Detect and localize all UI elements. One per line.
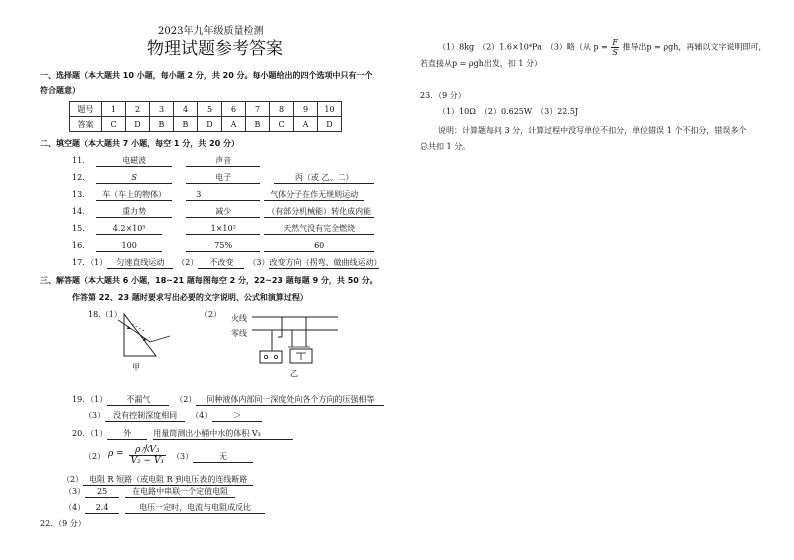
question-number: 16． bbox=[72, 241, 91, 250]
part-label: （3） bbox=[84, 411, 106, 420]
answer-blank: 在电路中串联一个定值电阻 bbox=[125, 486, 235, 498]
table-cell: C bbox=[270, 117, 294, 132]
answer-blank: （有部分机械能）转化成内能 bbox=[264, 206, 374, 218]
table-cell: 6 bbox=[222, 102, 246, 117]
neutral-wire-label: 零线 bbox=[231, 329, 247, 338]
q14-line bbox=[72, 206, 374, 218]
answer-blank: 车（车上的物体） bbox=[96, 189, 172, 201]
q18-number: 18.（1） bbox=[88, 310, 122, 319]
answer-blank: 75% bbox=[186, 240, 260, 252]
table-cell: A bbox=[294, 117, 318, 132]
answer-blank: 没有控制深度相同 bbox=[105, 410, 185, 422]
formula-lhs: ρ = bbox=[108, 449, 124, 459]
q13-line bbox=[72, 189, 364, 201]
q22-number: 22．（9 分） bbox=[40, 519, 86, 528]
table-cell: B bbox=[150, 117, 174, 132]
answer-blank: 天然气没有完全燃烧 bbox=[264, 223, 374, 235]
table-cell: 9 bbox=[294, 102, 318, 117]
q23-note-cont: 总共扣 1 分。 bbox=[420, 142, 471, 151]
answer-blank: 气体分子在作无规则运动 bbox=[264, 189, 364, 201]
formula-denominator: V₂ − V₁ bbox=[130, 456, 165, 466]
table-row bbox=[70, 102, 342, 117]
table-cell: 3 bbox=[150, 102, 174, 117]
table-cell: 2 bbox=[126, 102, 150, 117]
q16-line bbox=[72, 240, 374, 252]
question-number: 20．（1） bbox=[72, 429, 108, 438]
table-cell: D bbox=[198, 117, 222, 132]
answer-blank: 用量筒测出小桶中水的体积 V₃ bbox=[153, 428, 293, 440]
household-circuit-diagram bbox=[252, 315, 362, 367]
answer-blank: 丙（或 乙、二） bbox=[274, 172, 374, 184]
answer-blank: S bbox=[96, 172, 172, 184]
table-cell: A bbox=[222, 117, 246, 132]
answer-blank: 4.2×10⁵ bbox=[96, 223, 162, 235]
answer-blank: 25 bbox=[85, 486, 119, 498]
q19-line2 bbox=[84, 410, 262, 422]
q11-line bbox=[72, 155, 260, 167]
table-cell: C bbox=[102, 117, 126, 132]
q12-line bbox=[72, 172, 374, 184]
table-cell: 题号 bbox=[70, 102, 102, 117]
q23-number: 23．（9 分） bbox=[420, 91, 466, 100]
part-label: （3） bbox=[172, 452, 194, 461]
section3-heading-cont: 作答第 22、23 题时要求写出必要的文字说明、公式和演算过程） bbox=[72, 293, 308, 302]
answer-blank: 外 bbox=[107, 428, 147, 440]
answer-blank: 60 bbox=[264, 240, 374, 252]
table-cell: D bbox=[126, 117, 150, 132]
part-label: （4） bbox=[191, 411, 213, 420]
live-wire-label: 火线 bbox=[231, 314, 247, 323]
q17-line bbox=[72, 257, 382, 269]
q22-answer-text-cont: 推导出p = ρgh，再辅以文字说明即可， bbox=[619, 42, 767, 52]
part-label: （3） bbox=[248, 258, 270, 267]
year-title: 2023年九年级质量检测 bbox=[158, 26, 264, 37]
answer-blank: 电阻 R 短路（或电阻 R 到电压表的连线断路 bbox=[83, 474, 253, 486]
q22-answers-line2: 若直接从p = ρgh出发，扣 1 分） bbox=[420, 59, 543, 68]
density-formula bbox=[108, 442, 166, 466]
answer-blank: 不漏气 bbox=[107, 394, 169, 406]
answer-blank: 2.4 bbox=[85, 502, 119, 514]
question-number: 13． bbox=[72, 190, 91, 199]
part-label: （3） bbox=[64, 487, 86, 496]
formula-numerator: ρ水V₃ bbox=[129, 442, 166, 456]
answer-blank: 声音 bbox=[186, 155, 260, 167]
answer-table bbox=[69, 101, 342, 132]
formula-numerator: F bbox=[612, 38, 618, 47]
q23-note: 说明：计算题每问 3 分，计算过程中没写单位不扣分，单位错误 1 个不扣分，错误多个 bbox=[438, 126, 747, 135]
question-number: 19．（1） bbox=[72, 395, 108, 404]
q22-answers bbox=[438, 38, 766, 57]
q21-line3 bbox=[64, 486, 235, 498]
prism-refraction-diagram bbox=[118, 312, 178, 362]
table-cell: D bbox=[318, 117, 342, 132]
q23-answers: （1）10Ω （2）0.625W （3）22.5J bbox=[438, 107, 579, 116]
answer-blank: 不改变 bbox=[198, 257, 244, 269]
part-label: （4） bbox=[64, 503, 86, 512]
section2-heading: 二、填空题（本大题共 7 小题，每空 1 分，共 20 分） bbox=[40, 139, 239, 148]
question-number: 11． bbox=[72, 156, 91, 165]
q20-line3 bbox=[172, 451, 253, 463]
question-number: 14． bbox=[72, 207, 91, 216]
answer-blank: 重力势 bbox=[96, 206, 172, 218]
table-cell: 4 bbox=[174, 102, 198, 117]
formula-denominator: S bbox=[612, 48, 618, 57]
table-cell: 1 bbox=[102, 102, 126, 117]
section1-heading: 一、选择题（本大题共 10 小题，每小题 2 分，共 20 分。每小题给出的四个选项中只有一个 bbox=[40, 71, 373, 80]
answer-blank: 匀速直线运动 bbox=[107, 257, 173, 269]
answer-blank: ＞ bbox=[212, 410, 262, 422]
table-row bbox=[70, 117, 342, 132]
question-number: 17． bbox=[72, 258, 91, 267]
part-label: （2） bbox=[177, 258, 199, 267]
answer-blank: 无 bbox=[193, 451, 253, 463]
question-number: 12． bbox=[72, 173, 91, 182]
table-cell: B bbox=[174, 117, 198, 132]
answer-blank: 减少 bbox=[186, 206, 260, 218]
figure-label-yi: 乙 bbox=[290, 369, 298, 378]
q20-part2-label: （2） bbox=[84, 452, 106, 461]
table-cell: 10 bbox=[318, 102, 342, 117]
q20-line1 bbox=[72, 428, 293, 440]
answer-blank: 电子 bbox=[186, 172, 260, 184]
figure-label-jia: 甲 bbox=[132, 363, 140, 372]
table-cell: 8 bbox=[270, 102, 294, 117]
q21-line2 bbox=[62, 474, 253, 486]
q22-answer-text: （1）8kg （2）1.6×10⁴Pa （3）略（从 p = bbox=[438, 42, 611, 52]
page-title: 物理试题参考答案 bbox=[147, 39, 283, 59]
answer-blank: 电压一定时，电流与电阻成反比 bbox=[125, 502, 265, 514]
table-cell: 5 bbox=[198, 102, 222, 117]
part-label: （2） bbox=[175, 395, 197, 404]
answer-blank: 电磁波 bbox=[96, 155, 172, 167]
q19-line1 bbox=[72, 394, 384, 406]
part-label: （1） bbox=[90, 258, 108, 267]
part-label: （2） bbox=[62, 475, 84, 484]
table-cell: 7 bbox=[246, 102, 270, 117]
q15-line bbox=[72, 223, 374, 235]
table-cell: 答案 bbox=[70, 117, 102, 132]
answer-blank: 3 bbox=[186, 189, 260, 201]
section1-heading-cont: 符合题意） bbox=[40, 86, 80, 95]
answer-blank: 100 bbox=[96, 240, 162, 252]
q18-part2-label: （2） bbox=[200, 310, 222, 319]
question-number: 15． bbox=[72, 224, 91, 233]
q21-line4 bbox=[64, 502, 265, 514]
answer-blank: 改变方向（拐弯、做曲线运动） bbox=[269, 258, 382, 267]
answer-blank: 1×10² bbox=[186, 223, 260, 235]
section3-heading: 三、解答题（本大题共 6 小题，18~21 题每图每空 2 分，22~23 题每题 9 分，共 50 分。 bbox=[40, 276, 378, 285]
answer-blank: 同种液体内部同一深度处向各个方向的压强相等 bbox=[196, 394, 384, 406]
table-cell: B bbox=[246, 117, 270, 132]
